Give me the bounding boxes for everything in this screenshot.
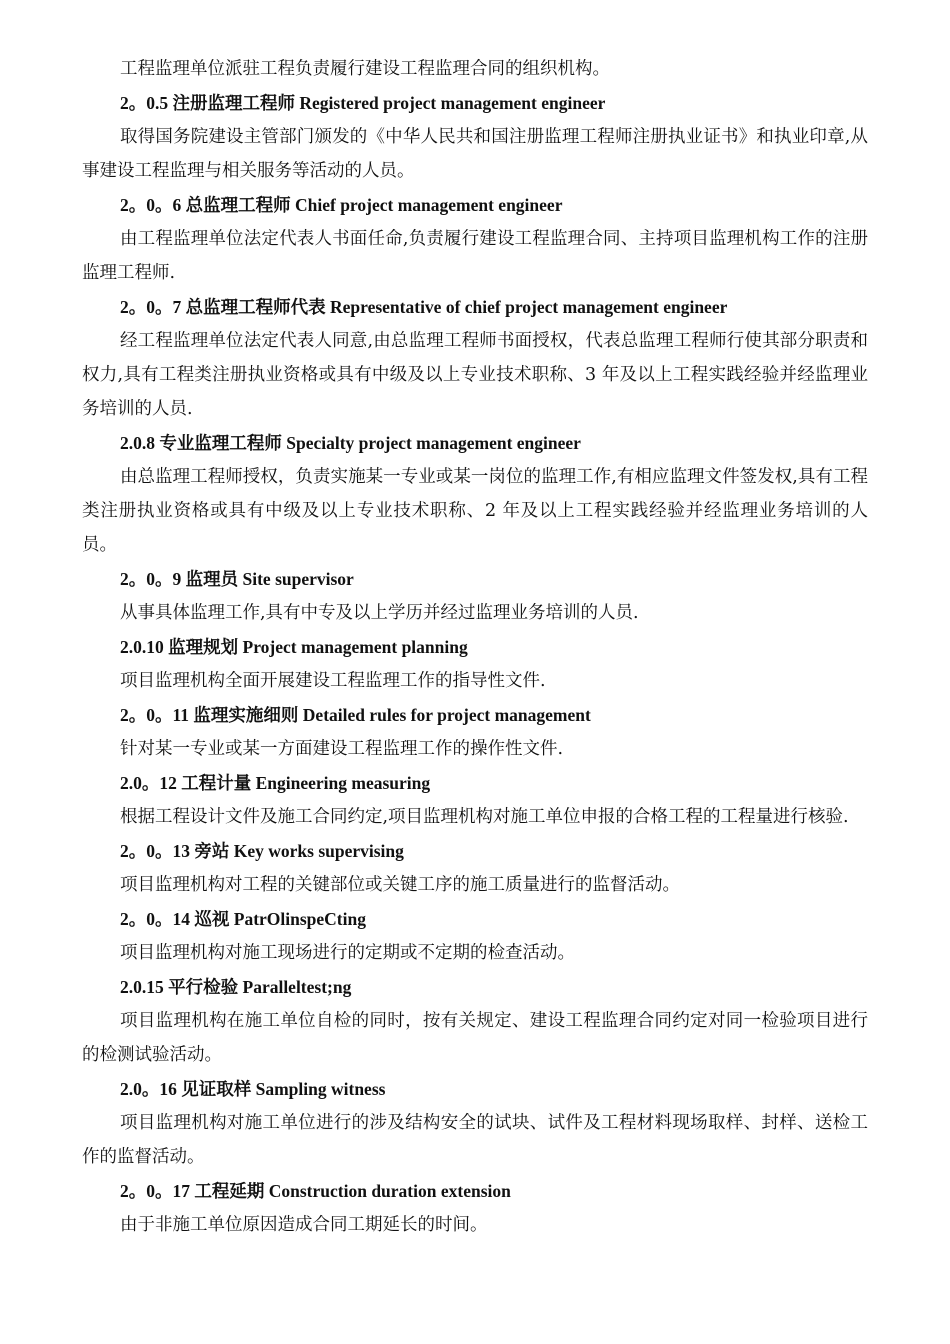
body-paragraph: 工程监理单位派驻工程负责履行建设工程监理合同的组织机构。 (120, 59, 610, 79)
term-heading: 2。0。11 监理实施细则 Detailed rules for project management (120, 705, 591, 725)
body-paragraph: 由工程监理单位法定代表人书面任命,负责履行建设工程监理合同、主持项目监理机构工作的注册监理工程师. (82, 229, 868, 283)
body-paragraph: 经工程监理单位法定代表人同意,由总监理工程师书面授权，代表总监理工程师行使其部分职责和权力,具有工程类注册执业资格或具有中级及以上专业技术职称、3 年及以上工程实践经验并经监理业务培训的人员. (82, 331, 868, 419)
term-heading: 2.0.8 专业监理工程师 Specialty project management engineer (120, 433, 581, 453)
term-heading: 2.0。12 工程计量 Engineering measuring (120, 773, 431, 793)
term-heading: 2。0。13 旁站 Key works supervising (120, 841, 404, 861)
term-heading: 2。0。9 监理员 Site supervisor (120, 569, 354, 589)
body-paragraph: 项目监理机构在施工单位自检的同时，按有关规定、建设工程监理合同约定对同一检验项目进行的检测试验活动。 (82, 1011, 868, 1065)
body-paragraph: 由于非施工单位原因造成合同工期延长的时间。 (120, 1215, 488, 1235)
body-paragraph: 项目监理机构对施工单位进行的涉及结构安全的试块、试件及工程材料现场取样、封样、送检工作的监督活动。 (82, 1113, 868, 1167)
body-paragraph: 项目监理机构对施工现场进行的定期或不定期的检查活动。 (120, 943, 575, 963)
term-heading: 2。0.5 注册监理工程师 Registered project management engineer (120, 93, 606, 113)
body-paragraph: 由总监理工程师授权，负责实施某一专业或某一岗位的监理工作,有相应监理文件签发权,具有工程类注册执业资格或具有中级及以上专业技术职称、2 年及以上工程实践经验并经监理业务培训的人员。 (82, 467, 868, 555)
body-paragraph: 项目监理机构对工程的关键部位或关键工序的施工质量进行的监督活动。 (120, 875, 680, 895)
term-heading: 2。0。17 工程延期 Construction duration extension (120, 1181, 511, 1201)
term-heading: 2.0.15 平行检验 Paralleltest;ng (120, 977, 352, 997)
term-heading: 2。0。7 总监理工程师代表 Representative of chief project management engineer (120, 297, 728, 317)
body-paragraph: 根据工程设计文件及施工合同约定,项目监理机构对施工单位申报的合格工程的工程量进行核验. (120, 807, 849, 827)
body-paragraph: 从事具体监理工作,具有中专及以上学历并经过监理业务培训的人员. (120, 603, 639, 623)
body-paragraph: 取得国务院建设主管部门颁发的《中华人民共和国注册监理工程师注册执业证书》和执业印章,从事建设工程监理与相关服务等活动的人员。 (82, 127, 868, 181)
term-heading: 2。0。6 总监理工程师 Chief project management engineer (120, 195, 563, 215)
term-heading: 2。0。14 巡视 PatrOlinspeCting (120, 909, 366, 929)
body-paragraph: 针对某一专业或某一方面建设工程监理工作的操作性文件. (120, 739, 564, 759)
body-paragraph: 项目监理机构全面开展建设工程监理工作的指导性文件. (120, 671, 546, 691)
term-heading: 2.0.10 监理规划 Project management planning (120, 637, 468, 657)
term-heading: 2.0。16 见证取样 Sampling witness (120, 1079, 386, 1099)
